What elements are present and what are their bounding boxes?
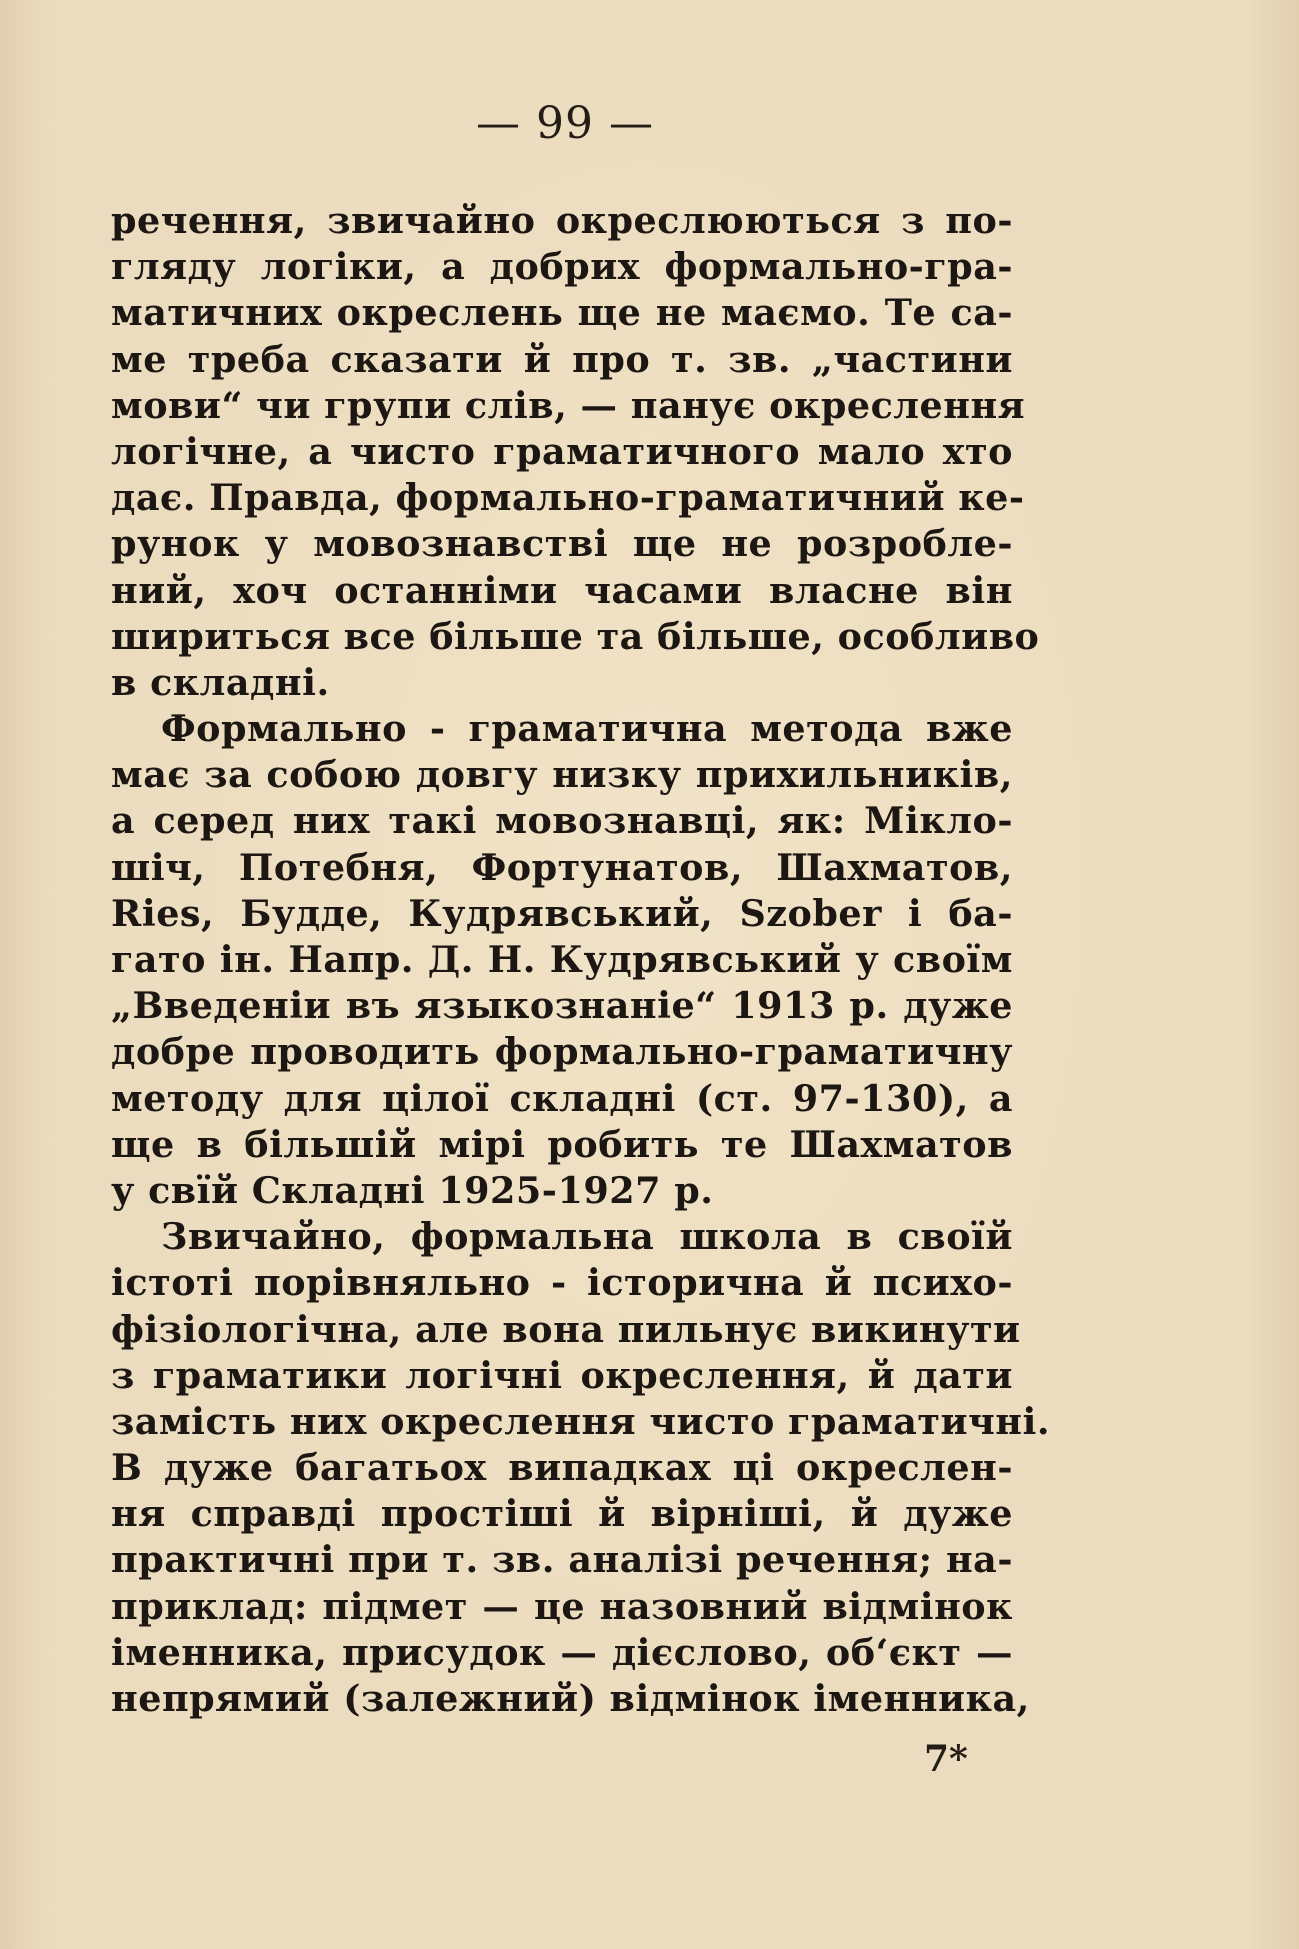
- text-line: шириться все більше та більше, особливо: [111, 614, 1040, 658]
- text-line: добре проводить формально-граматичну: [111, 1030, 1013, 1074]
- text-line: Ries, Будде, Кудрявський, Szober і ба-: [111, 891, 1013, 935]
- text-line: матичних окреслень ще не маємо. Те са-: [111, 291, 1013, 335]
- text-line: рунок у мовознавстві ще не розробле-: [111, 522, 1013, 566]
- text-line: має за собою довгу низку прихильників,: [111, 753, 1013, 797]
- text-line: в складні.: [111, 660, 330, 704]
- text-line: фізіологічна, але вона пильнує викинути: [111, 1307, 1021, 1351]
- signature-mark: 7*: [924, 1738, 968, 1780]
- text-line: практичні при т. зв. аналізі речення; на-: [111, 1538, 1013, 1582]
- text-line: ще в більшій мірі робить те Шахматов: [111, 1122, 1013, 1166]
- text-line: з граматики логічні окреслення, й дати: [111, 1353, 1013, 1397]
- text-line: ме треба сказати й про т. зв. „частини: [111, 337, 1013, 381]
- text-line: істоті порівняльно - історична й психо-: [111, 1261, 1013, 1305]
- text-line: ний, хоч останніми часами власне він: [111, 568, 1013, 612]
- paragraph-2: [111, 706, 1013, 1214]
- text-line: у свїй Складні 1925-1927 р.: [111, 1168, 714, 1212]
- text-line: гляду логіки, а добрих формально-гра-: [111, 245, 1013, 289]
- text-line: методу для цілої складні (ст. 97-130), а: [111, 1076, 1013, 1120]
- text-line: Звичайно, формальна школа в своїй: [161, 1215, 1013, 1259]
- text-line: речення, звичайно окреслюються з по-: [111, 199, 1013, 242]
- text-line: логічне, а чисто граматичного мало хто: [111, 429, 1013, 473]
- text-line: Формально - граматична метода вже: [161, 707, 1013, 751]
- text-line: ня справді простіші й вірніші, й дуже: [111, 1492, 1013, 1536]
- text-line: шіч, Потебня, Фортунатов, Шахматов,: [111, 845, 1013, 889]
- body-text: [111, 198, 1051, 1722]
- text-line: В дуже багатьох випадках ці окреслен-: [111, 1446, 1013, 1490]
- text-line: гато ін. Напр. Д. Н. Кудрявський у своїм: [111, 938, 1013, 981]
- text-line: іменника, присудок — дієслово, об‘єкт —: [111, 1630, 1013, 1674]
- page-number: — 99 —: [476, 98, 654, 149]
- text-line: непрямий (залежний) відмінок іменника,: [111, 1677, 1030, 1720]
- paragraph-1: [111, 198, 1040, 706]
- text-line: дає. Правда, формально-граматичний ке-: [111, 476, 1025, 520]
- text-line: мови“ чи групи слів, — панує окреслення: [111, 383, 1026, 427]
- paragraph-3: [111, 1214, 1051, 1722]
- text-line: а серед них такі мовознавці, як: Мікло-: [111, 799, 1013, 843]
- text-line: приклад: підмет — це назовний відмінок: [111, 1584, 1013, 1628]
- text-line: замість них окреслення чисто граматичні.: [111, 1399, 1051, 1443]
- text-line: „Введенiи въ языкознанiе“ 1913 р. дуже: [111, 984, 1013, 1028]
